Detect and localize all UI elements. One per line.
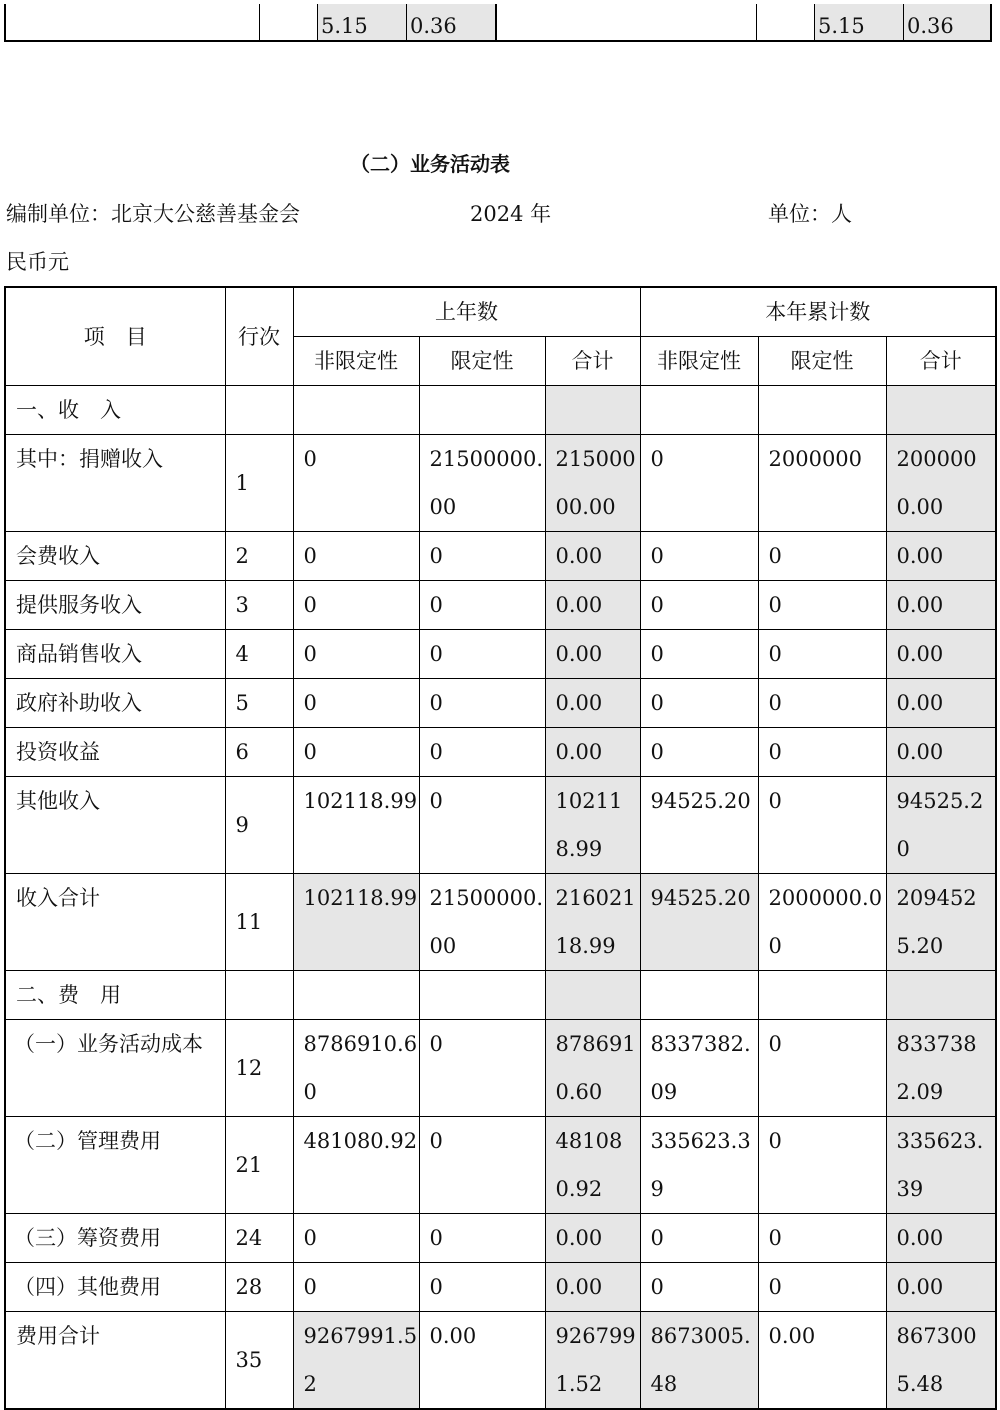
row-item: 一、收 入 [5,386,225,435]
row-line-number: 12 [225,1020,293,1117]
year-label: 2024 年 [470,202,552,226]
cell-curr-unrestricted: 94525.20 [640,874,758,971]
cell-curr-unrestricted: 0 [640,435,758,532]
cell-curr-total: 2094525.20 [886,874,996,971]
row-line-number: 11 [225,874,293,971]
cell-curr-total [886,386,996,435]
cell-curr-total: 0.00 [886,728,996,777]
fragment-cell [6,4,260,40]
header-item: 项 目 [5,287,225,386]
cell-prev-restricted: 0 [419,1117,545,1214]
cell-prev-total: 0.00 [545,1263,640,1312]
row-line-number: 6 [225,728,293,777]
cell-curr-restricted: 0 [758,630,886,679]
cell-prev-total: 0.00 [545,630,640,679]
cell-prev-restricted [419,971,545,1020]
unit-label: 单位：人 [768,202,852,226]
header-restricted: 限定性 [419,337,545,386]
fragment-cell-value: 5.15 [318,4,407,40]
cell-prev-total: 0.00 [545,532,640,581]
cell-prev-restricted: 0 [419,630,545,679]
row-line-number: 9 [225,777,293,874]
table-row [5,630,996,679]
header-unrestricted: 非限定性 [640,337,758,386]
cell-prev-total: 9267991.52 [545,1312,640,1410]
table-row [5,435,996,532]
organization-label: 编制单位：北京大公慈善基金会 [6,202,300,226]
cell-prev-restricted: 0 [419,1263,545,1312]
row-line-number: 1 [225,435,293,532]
cell-curr-restricted: 0 [758,777,886,874]
cell-prev-total: 21500000.00 [545,435,640,532]
cell-curr-unrestricted: 0 [640,630,758,679]
cell-curr-restricted: 0 [758,532,886,581]
row-item: 二、费 用 [5,971,225,1020]
cell-prev-unrestricted: 8786910.60 [293,1020,419,1117]
cell-curr-unrestricted: 0 [640,532,758,581]
fragment-cell-value: 5.15 [815,4,904,40]
cell-prev-restricted: 0 [419,1214,545,1263]
cell-curr-unrestricted: 8337382.09 [640,1020,758,1117]
cell-curr-unrestricted: 0 [640,679,758,728]
cell-curr-restricted: 0 [758,1214,886,1263]
cell-curr-total: 335623.39 [886,1117,996,1214]
table-row [5,728,996,777]
cell-curr-total: 0.00 [886,679,996,728]
cell-prev-unrestricted: 0 [293,679,419,728]
row-item: （四）其他费用 [5,1263,225,1312]
cell-prev-unrestricted [293,971,419,1020]
cell-curr-unrestricted [640,971,758,1020]
fragment-cell-value: 0.36 [407,4,497,40]
cell-prev-restricted: 0 [419,728,545,777]
cell-curr-total: 0.00 [886,630,996,679]
cell-curr-restricted: 2000000.00 [758,874,886,971]
cell-prev-total: 481080.92 [545,1117,640,1214]
cell-prev-unrestricted: 0 [293,581,419,630]
business-activity-table [4,286,997,1410]
row-line-number: 2 [225,532,293,581]
cell-curr-total: 2000000.00 [886,435,996,532]
fragment-cell [757,4,815,40]
cell-curr-restricted: 0 [758,1117,886,1214]
cell-curr-restricted: 0 [758,679,886,728]
fragment-cell [497,4,757,40]
table-row [5,777,996,874]
cell-prev-unrestricted [293,386,419,435]
header-unrestricted: 非限定性 [293,337,419,386]
cell-prev-unrestricted: 0 [293,1263,419,1312]
table-row [5,532,996,581]
cell-prev-total: 0.00 [545,581,640,630]
cell-prev-total: 0.00 [545,1214,640,1263]
cell-prev-unrestricted: 9267991.52 [293,1312,419,1410]
cell-prev-restricted: 0 [419,581,545,630]
cell-curr-unrestricted: 0 [640,581,758,630]
table-row [5,679,996,728]
cell-prev-restricted: 0.00 [419,1312,545,1410]
table-row [5,874,996,971]
cell-curr-restricted [758,971,886,1020]
table-row [5,1214,996,1263]
cell-curr-unrestricted [640,386,758,435]
row-item: 投资收益 [5,728,225,777]
cell-prev-unrestricted: 102118.99 [293,874,419,971]
cell-curr-total: 0.00 [886,1263,996,1312]
report-title: （二）业务活动表 [350,152,510,176]
cell-curr-restricted: 0 [758,1263,886,1312]
cell-curr-restricted: 0.00 [758,1312,886,1410]
table-row [5,1020,996,1117]
cell-prev-restricted: 0 [419,1020,545,1117]
cell-prev-total: 0.00 [545,728,640,777]
cell-curr-unrestricted: 0 [640,1214,758,1263]
row-item: 商品销售收入 [5,630,225,679]
cell-curr-unrestricted: 8673005.48 [640,1312,758,1410]
cell-prev-total: 8786910.60 [545,1020,640,1117]
row-item: 政府补助收入 [5,679,225,728]
cell-curr-unrestricted: 94525.20 [640,777,758,874]
cell-prev-unrestricted: 0 [293,630,419,679]
row-line-number: 24 [225,1214,293,1263]
table-row [5,1117,996,1214]
cell-curr-total: 0.00 [886,581,996,630]
row-item: 会费收入 [5,532,225,581]
cell-curr-unrestricted: 0 [640,728,758,777]
cell-prev-restricted [419,386,545,435]
cell-curr-unrestricted: 0 [640,1263,758,1312]
header-total: 合计 [545,337,640,386]
row-line-number: 5 [225,679,293,728]
row-item: 提供服务收入 [5,581,225,630]
cell-curr-restricted: 0 [758,728,886,777]
row-line-number: 28 [225,1263,293,1312]
cell-prev-unrestricted: 0 [293,728,419,777]
cell-curr-restricted: 2000000 [758,435,886,532]
cell-curr-unrestricted: 335623.39 [640,1117,758,1214]
cell-prev-unrestricted: 0 [293,1214,419,1263]
header-curr-year: 本年累计数 [640,287,996,337]
cell-prev-unrestricted: 0 [293,435,419,532]
row-line-number: 35 [225,1312,293,1410]
cell-curr-total: 0.00 [886,532,996,581]
unit-label-continued: 民币元 [6,250,69,274]
row-item: （二）管理费用 [5,1117,225,1214]
previous-table-fragment [4,4,992,42]
row-item: （三）筹资费用 [5,1214,225,1263]
cell-prev-restricted: 21500000.00 [419,435,545,532]
cell-prev-unrestricted: 0 [293,532,419,581]
table-row [5,971,996,1020]
fragment-cell [260,4,318,40]
cell-prev-total: 0.00 [545,679,640,728]
table-row [5,386,996,435]
header-prev-year: 上年数 [293,287,640,337]
row-line-number: 4 [225,630,293,679]
row-item: 收入合计 [5,874,225,971]
header-line: 行次 [225,287,293,386]
cell-prev-total: 21602118.99 [545,874,640,971]
cell-prev-unrestricted: 481080.92 [293,1117,419,1214]
row-line-number [225,386,293,435]
row-line-number: 3 [225,581,293,630]
cell-curr-total [886,971,996,1020]
row-line-number: 21 [225,1117,293,1214]
cell-curr-restricted [758,386,886,435]
row-item: 其他收入 [5,777,225,874]
cell-prev-restricted: 21500000.00 [419,874,545,971]
cell-prev-total [545,971,640,1020]
row-item: 其中：捐赠收入 [5,435,225,532]
cell-prev-restricted: 0 [419,532,545,581]
row-line-number [225,971,293,1020]
row-item: 费用合计 [5,1312,225,1410]
cell-prev-restricted: 0 [419,679,545,728]
cell-curr-restricted: 0 [758,581,886,630]
table-row [5,1312,996,1410]
cell-curr-total: 8337382.09 [886,1020,996,1117]
cell-prev-restricted: 0 [419,777,545,874]
cell-prev-unrestricted: 102118.99 [293,777,419,874]
cell-prev-total: 102118.99 [545,777,640,874]
cell-curr-total: 0.00 [886,1214,996,1263]
table-row [5,1263,996,1312]
cell-curr-restricted: 0 [758,1020,886,1117]
row-item: （一）业务活动成本 [5,1020,225,1117]
fragment-cell-value: 0.36 [904,4,990,40]
header-restricted: 限定性 [758,337,886,386]
cell-curr-total: 8673005.48 [886,1312,996,1410]
table-row [5,581,996,630]
cell-prev-total [545,386,640,435]
header-total: 合计 [886,337,996,386]
cell-curr-total: 94525.20 [886,777,996,874]
